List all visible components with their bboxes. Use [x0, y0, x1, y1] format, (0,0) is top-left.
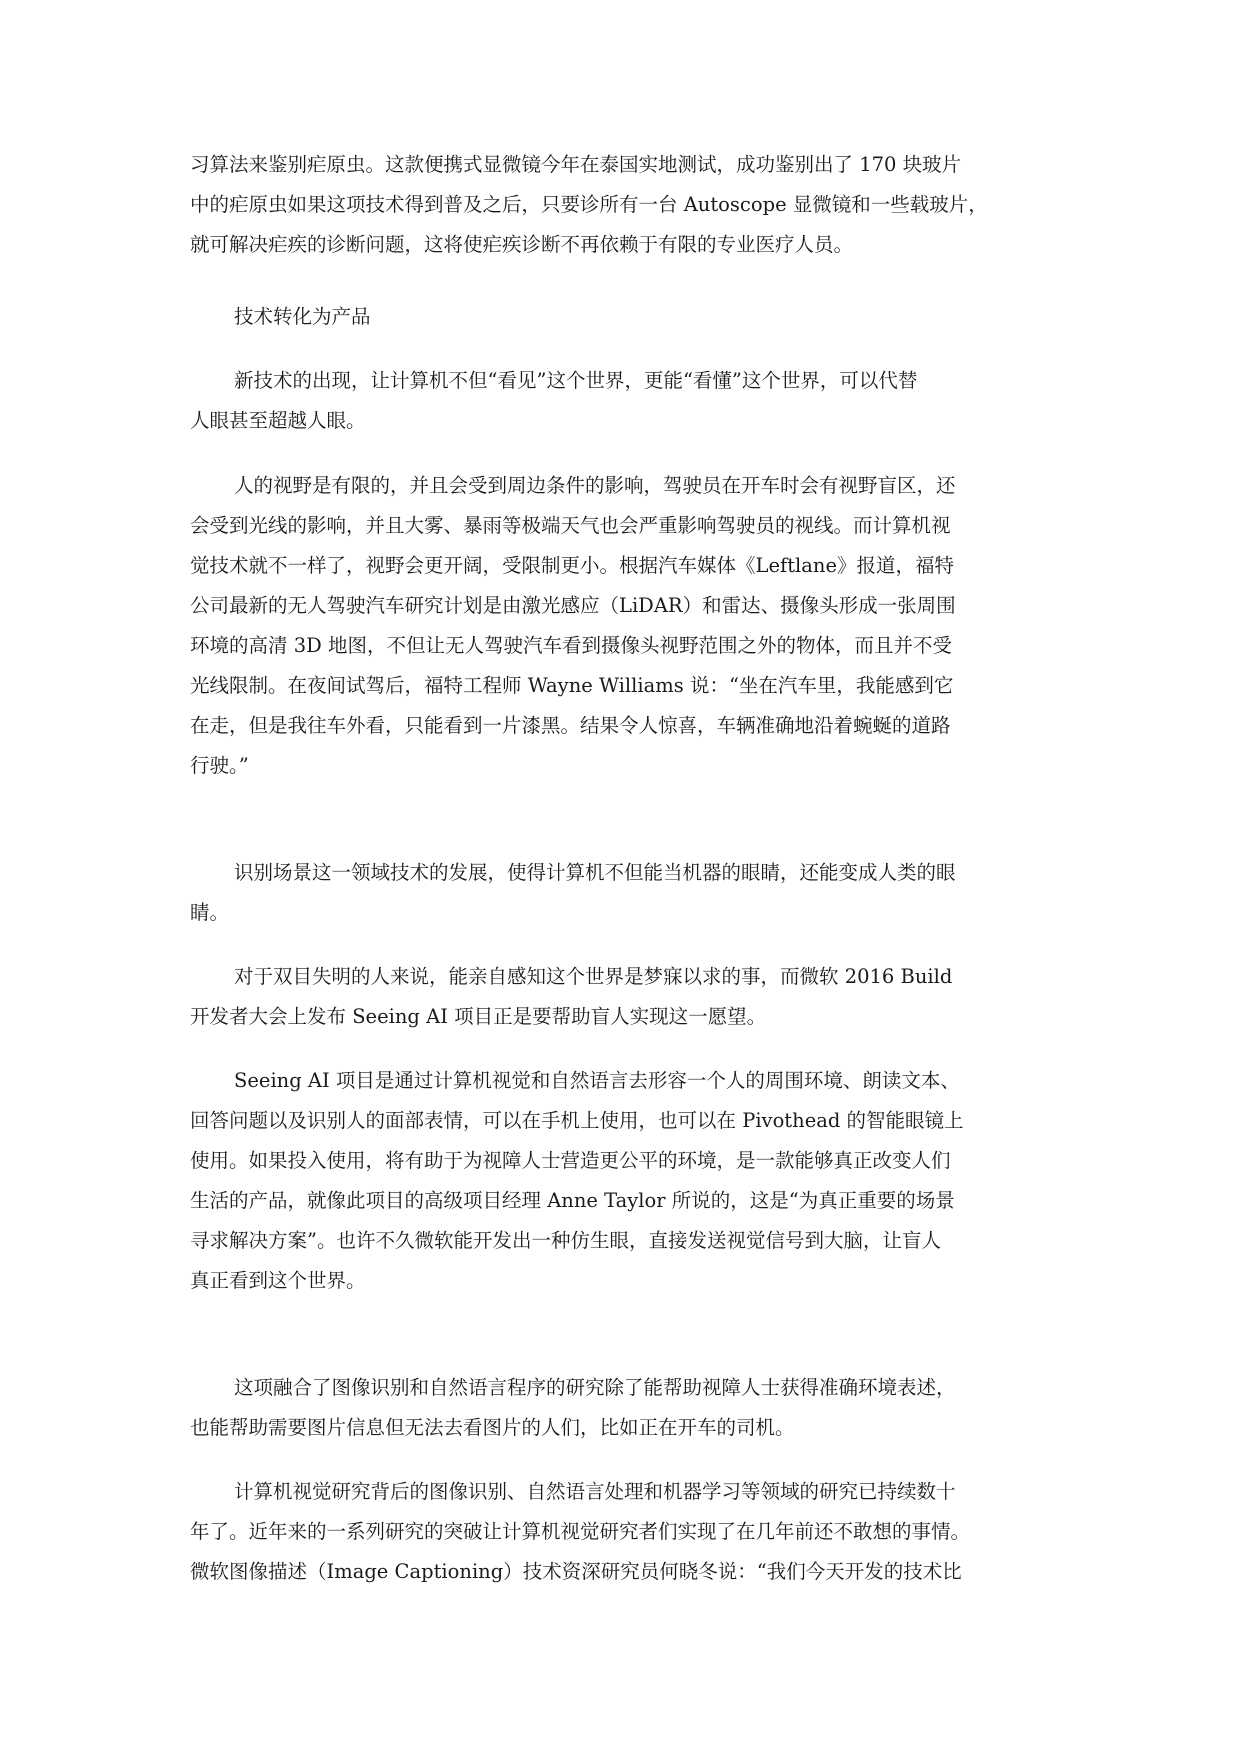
text-line: 公司最新的无人驾驶汽车研究计划是由激光感应（LiDAR）和雷达、摄像头形成一张周围	[190, 594, 956, 617]
paragraph-seeing-ai-details	[190, 1061, 1070, 1301]
text-line: 计算机视觉研究背后的图像识别、自然语言处理和机器学习等领域的研究已持续数十	[234, 1480, 956, 1503]
text-line: 对于双目失明的人来说，能亲自感知这个世界是梦寐以求的事，而微软 2016 Build	[234, 965, 953, 988]
paragraph-human-vision	[190, 466, 1070, 786]
text-line: 会受到光线的影响，并且大雾、暴雨等极端天气也会严重影响驾驶员的视线。而计算机视	[190, 514, 951, 537]
text-line: 人眼甚至超越人眼。	[190, 409, 366, 432]
text-line: 微软图像描述（Image Captioning）技术资深研究员何晓冬说：“我们今天开发的技术比	[190, 1560, 962, 1583]
paragraph-autoscope	[190, 145, 1070, 265]
text-line: 新技术的出现，让计算机不但“看见”这个世界，更能“看懂”这个世界，可以代替	[234, 369, 918, 392]
text-line: 行驶。”	[190, 754, 249, 777]
paragraph-seeing-ai-intro	[190, 957, 1070, 1037]
text-line: 就可解决疟疾的诊断问题，这将使疟疾诊断不再依赖于有限的专业医疗人员。	[190, 233, 854, 256]
text-line: 人的视野是有限的，并且会受到周边条件的影响，驾驶员在开车时会有视野盲区，还	[234, 474, 956, 497]
section-heading	[190, 297, 1070, 337]
text-line: 年了。近年来的一系列研究的突破让计算机视觉研究者们实现了在几年前还不敢想的事情。	[190, 1520, 971, 1543]
text-line: 在走，但是我往车外看，只能看到一片漆黑。结果令人惊喜，车辆准确地沿着蜿蜒的道路	[190, 714, 951, 737]
text-line: 环境的高清 3D 地图，不但让无人驾驶汽车看到摄像头视野范围之外的物体，而且并不受	[190, 634, 952, 657]
text-line: 回答问题以及识别人的面部表情，可以在手机上使用，也可以在 Pivothead 的智能眼镜上	[190, 1109, 964, 1132]
paragraph-research-fusion	[190, 1368, 1070, 1448]
text-line: 睛。	[190, 901, 230, 924]
text-line: Seeing AI 项目是通过计算机视觉和自然语言去形容一个人的周围环境、朗读文本、	[234, 1069, 960, 1092]
text-line: 光线限制。在夜间试驾后，福特工程师 Wayne Williams 说：“坐在汽车里，我能感到它	[190, 674, 954, 697]
text-line: 习算法来鉴别疟原虫。这款便携式显微镜今年在泰国实地测试，成功鉴别出了 170 块玻片	[190, 153, 962, 176]
paragraph-scene-recognition	[190, 853, 1070, 933]
paragraph-research-history	[190, 1472, 1070, 1592]
text-line: 中的疟原虫如果这项技术得到普及之后，只要诊所有一台 Autoscope 显微镜和一些载玻片，	[190, 193, 988, 216]
text-line: 觉技术就不一样了，视野会更开阔，受限制更小。根据汽车媒体《Leftlane》报道，福特	[190, 554, 955, 577]
text-line: 寻求解决方案”。也许不久微软能开发出一种仿生眼，直接发送视觉信号到大脑，让盲人	[190, 1229, 941, 1252]
text-line: 使用。如果投入使用，将有助于为视障人士营造更公平的环境，是一款能够真正改变人们	[190, 1149, 951, 1172]
text-line: 也能帮助需要图片信息但无法去看图片的人们，比如正在开车的司机。	[190, 1416, 795, 1439]
heading-text: 技术转化为产品	[234, 305, 371, 328]
paragraph-new-technology	[190, 361, 1070, 441]
text-line: 识别场景这一领域技术的发展，使得计算机不但能当机器的眼睛，还能变成人类的眼	[234, 861, 956, 884]
text-line: 开发者大会上发布 Seeing AI 项目正是要帮助盲人实现这一愿望。	[190, 1005, 767, 1028]
text-line: 生活的产品，就像此项目的高级项目经理 Anne Taylor 所说的，这是“为真正重要的场景	[190, 1189, 955, 1212]
text-line: 这项融合了图像识别和自然语言程序的研究除了能帮助视障人士获得准确环境表述，	[234, 1376, 956, 1399]
text-line: 真正看到这个世界。	[190, 1269, 366, 1292]
